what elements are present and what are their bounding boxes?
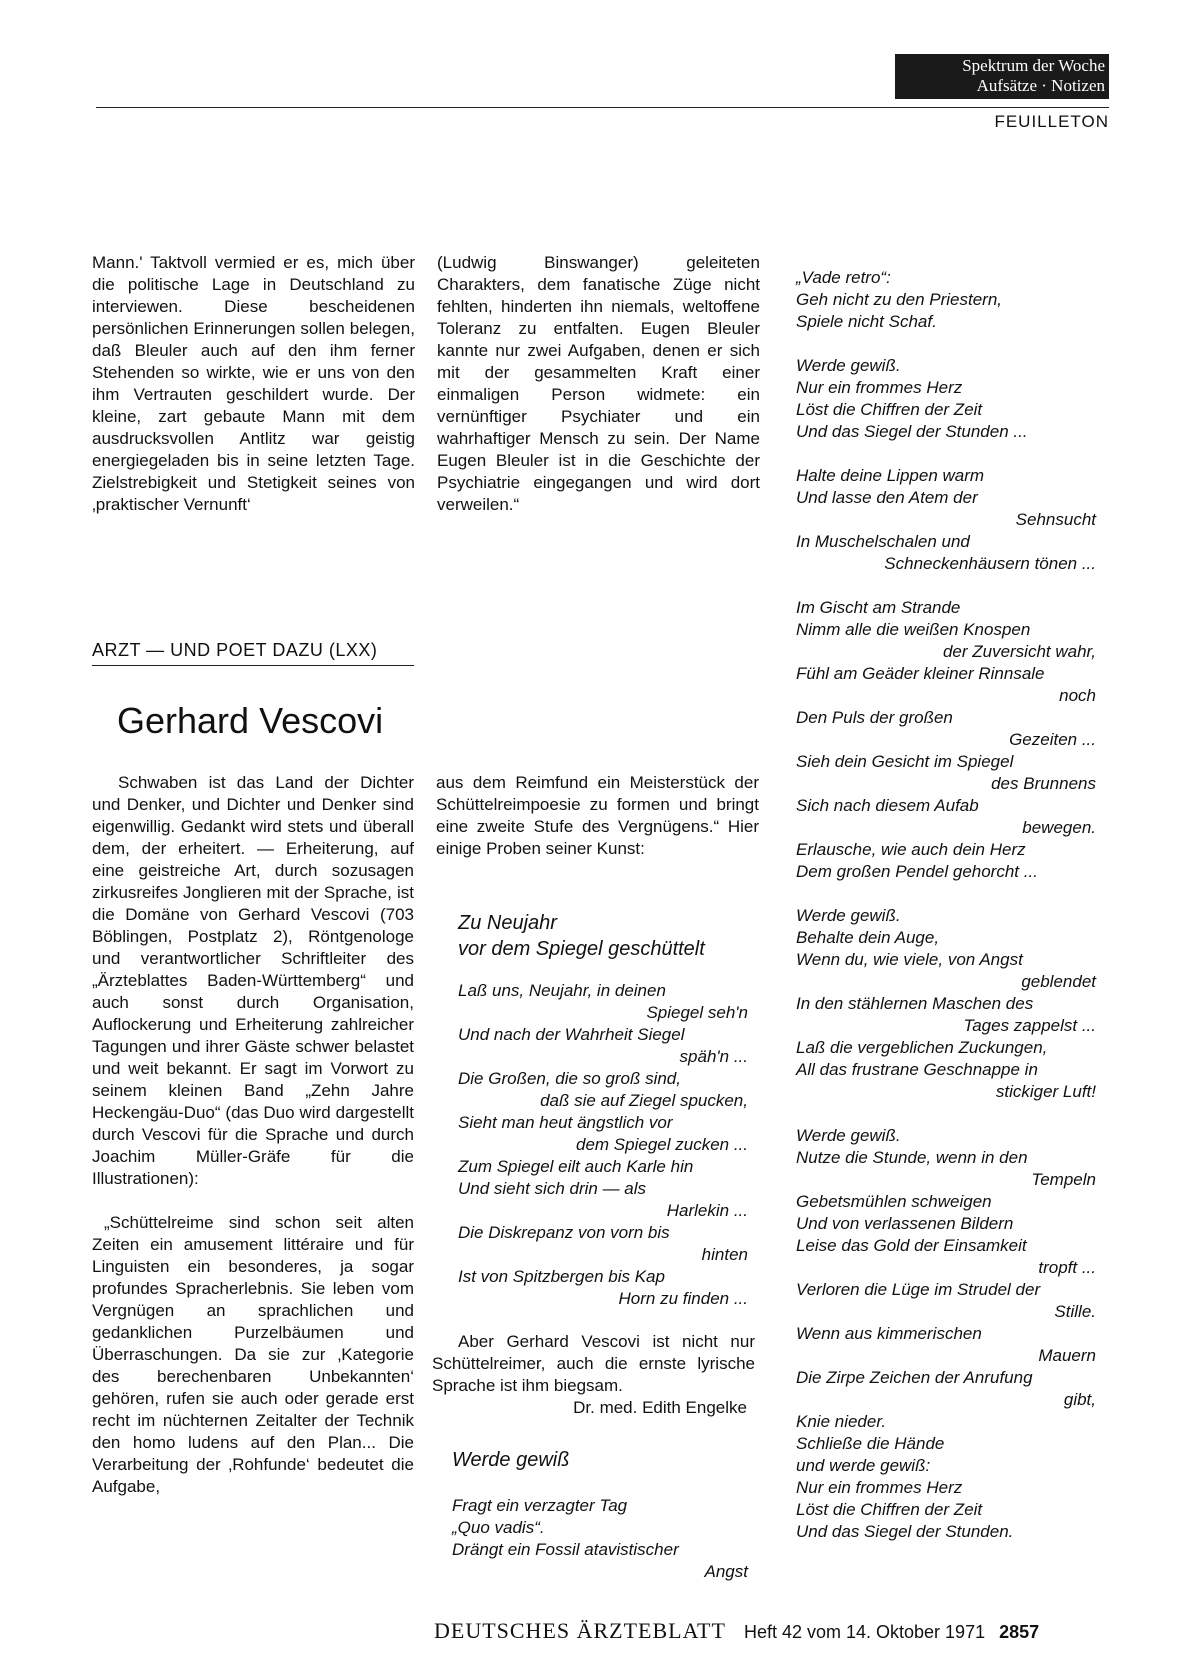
poem-line: und werde gewiß: xyxy=(796,1456,931,1475)
poem-line: Mauern xyxy=(1038,1346,1096,1365)
poem-line: Tempeln xyxy=(1031,1170,1096,1189)
poem-line: Werde gewiß. xyxy=(796,1126,901,1145)
poem-line: gibt, xyxy=(1063,1390,1096,1409)
poem-line: Löst die Chiffren der Zeit xyxy=(796,1500,983,1519)
upper-column-1-text: Mann.' Taktvoll vermied er es, mich über die politische Lage in Deutschland zu interviewen. Diese bescheidenen persönlichen Erinnerungen sollen belegen, daß Bleuler auch auf den ihm ferner Stehenden so wirkte, wie er uns von den ihm Vertrauten geschildert wurde. Der kleine, zart gebaute Mann mit dem ausdrucksvollen Antlitz war geistig energiegeladen bis in seine letzten Tage. Zielstrebigkeit und Stetigkeit seines von ‚praktischer Vernunft‘ xyxy=(92,253,415,514)
upper-column-2-text: (Ludwig Binswanger) geleiteten Charakters, dem fanatische Züge nicht fehlten, hinderten ihn niemals, weltoffene Toleranz zu entfalten. Eugen Bleuler kannte nur zwei Aufgaben, denen er sich mit der gesammelten Kraft einer einmaligen Person widmete: ein vernünftiger Psychiater und ein wahrhaftiger Mensch zu sein. Der Name Eugen Bleuler ist in die Geschichte der Psychiatrie eingegangen und wird dort verweilen.“ xyxy=(437,253,760,514)
poem-line: Nur ein frommes Herz xyxy=(796,1478,963,1497)
poem-line: Schließe die Hände xyxy=(796,1434,945,1453)
poem-line: Die Zirpe Zeichen der Anrufung xyxy=(796,1368,1033,1387)
article-paragraph-4: Aber Gerhard Vescovi ist nicht nur Schüttelreimer, auch die ernste lyrische Sprache ist ihm biegsam. xyxy=(432,1332,755,1395)
poem-line: Und das Siegel der Stunden ... xyxy=(796,422,1028,441)
poem-line: Dem großen Pendel gehorcht ... xyxy=(796,862,1038,881)
poem-line: Schneckenhäusern tönen ... xyxy=(884,554,1096,573)
poem-line: Leise das Gold der Einsamkeit xyxy=(796,1236,1027,1255)
poem-line: Wenn du, wie viele, von Angst xyxy=(796,950,1023,969)
poem-line: Löst die Chiffren der Zeit xyxy=(796,400,983,419)
article-column-2-closing xyxy=(432,1331,755,1419)
poem-line: Die Diskrepanz von vorn bis xyxy=(458,1223,670,1242)
article-column-1 xyxy=(92,772,414,1498)
poem-line: Sehnsucht xyxy=(1015,510,1096,529)
kicker-rule xyxy=(92,665,414,666)
poem-line: Nimm alle die weißen Knospen xyxy=(796,620,1031,639)
poem-line: Angst xyxy=(704,1562,748,1581)
poem-line: Nur ein frommes Herz xyxy=(796,378,963,397)
poem-neujahr xyxy=(458,910,748,1310)
page-number: 2857 xyxy=(999,1622,1040,1642)
poem-line: Und sieht sich drin — als xyxy=(458,1179,647,1198)
poem-line: Laß die vergeblichen Zuckungen, xyxy=(796,1038,1048,1057)
poem-line: Halte deine Lippen warm xyxy=(796,466,985,485)
poem-neujahr-title-2: vor dem Spiegel geschüttelt xyxy=(458,938,705,960)
poem-line: noch xyxy=(1059,686,1096,705)
poem-line: Gebetsmühlen schweigen xyxy=(796,1192,992,1211)
poem-line: Geh nicht zu den Priestern, xyxy=(796,290,1003,309)
poem-line: Nutze die Stunde, wenn in den xyxy=(796,1148,1028,1167)
poem-line: Die Großen, die so groß sind, xyxy=(458,1069,681,1088)
poem-line: Im Gischt am Strande xyxy=(796,598,961,617)
poem-werde-gewiss-title: Werde gewiß xyxy=(452,1449,570,1471)
poem-line: geblendet xyxy=(1021,972,1096,991)
badge-line-1: Spektrum der Woche xyxy=(962,56,1105,75)
poem-line: Sieht man heut ängstlich vor xyxy=(458,1113,673,1132)
poem-line: Sich nach diesem Aufab xyxy=(796,796,979,815)
poem-line: bewegen. xyxy=(1022,818,1096,837)
poem-stanza-6 xyxy=(796,1125,1096,1543)
poem-line: „Vade retro“: xyxy=(796,268,891,287)
poem-line: Und nach der Wahrheit Siegel xyxy=(458,1025,685,1044)
poem-line: Tages zappelst ... xyxy=(963,1016,1096,1035)
badge-line-2: Aufsätze · Notizen xyxy=(976,76,1105,95)
section-badge xyxy=(895,54,1109,99)
poem-stanza-4 xyxy=(796,597,1096,883)
issue-info: Heft 42 vom 14. Oktober 1971 xyxy=(743,1622,986,1642)
poem-stanza-3 xyxy=(796,465,1096,575)
poem-line: Spiegel seh'n xyxy=(646,1003,748,1022)
poem-line: Gezeiten ... xyxy=(1009,730,1096,749)
poem-continuation xyxy=(796,267,1096,1543)
poem-line: Drängt ein Fossil atavistischer xyxy=(452,1540,679,1559)
poem-line: Harlekin ... xyxy=(666,1201,748,1220)
poem-neujahr-title-1: Zu Neujahr xyxy=(458,912,557,934)
upper-column-2 xyxy=(437,252,760,516)
poem-line: Den Puls der großen xyxy=(796,708,953,727)
series-kicker: ARZT — UND POET DAZU (LXX) xyxy=(92,640,378,660)
poem-line: Verloren die Lüge im Strudel der xyxy=(796,1280,1041,1299)
poem-line: In den stählernen Maschen des xyxy=(796,994,1034,1013)
header-rule xyxy=(96,107,1109,108)
poem-line: „Quo vadis“. xyxy=(452,1518,545,1537)
section-label: FEUILLETON xyxy=(994,112,1109,131)
poem-line: Und das Siegel der Stunden. xyxy=(796,1522,1014,1541)
poem-line: hinten xyxy=(701,1245,748,1264)
page-footer xyxy=(434,1618,1039,1644)
poem-line: Und von verlassenen Bildern xyxy=(796,1214,1014,1233)
upper-column-1 xyxy=(92,252,415,516)
article-paragraph-3: aus dem Reimfund ein Meisterstück der Schüttelreimpoesie zu formen und bringt eine zweite Stufe des Vergnügens.“ Hier einige Proben seiner Kunst: xyxy=(436,773,759,858)
poem-line: stickiger Luft! xyxy=(995,1082,1096,1101)
journal-name: DEUTSCHES ÄRZTEBLATT xyxy=(434,1618,726,1643)
poem-line: In Muschelschalen und xyxy=(796,532,970,551)
poem-line: daß sie auf Ziegel spucken, xyxy=(540,1091,748,1110)
poem-line: Stille. xyxy=(1054,1302,1096,1321)
poem-line: Fragt ein verzagter Tag xyxy=(452,1496,628,1515)
poem-line: Behalte dein Auge, xyxy=(796,928,940,947)
poem-line: Sieh dein Gesicht im Spiegel xyxy=(796,752,1014,771)
poem-stanza-2 xyxy=(796,355,1096,443)
poem-line: Werde gewiß. xyxy=(796,906,901,925)
poem-line: Ist von Spitzbergen bis Kap xyxy=(458,1267,665,1286)
poem-line: Zum Spiegel eilt auch Karle hin xyxy=(458,1157,694,1176)
poem-line: Erlausche, wie auch dein Herz xyxy=(796,840,1026,859)
poem-line: All das frustrane Geschnappe in xyxy=(796,1060,1038,1079)
poem-line: Fühl am Geäder kleiner Rinnsale xyxy=(796,664,1045,683)
poem-line: der Zuversicht wahr, xyxy=(942,642,1096,661)
poem-werde-gewiss xyxy=(452,1447,748,1583)
poem-line: des Brunnens xyxy=(991,774,1096,793)
poem-stanza-1 xyxy=(796,267,1096,333)
poem-line: Wenn aus kimmerischen xyxy=(796,1324,982,1343)
poem-line: dem Spiegel zucken ... xyxy=(576,1135,748,1154)
poem-line: späh'n ... xyxy=(679,1047,748,1066)
poem-line: Spiele nicht Schaf. xyxy=(796,312,937,331)
poem-line: Laß uns, Neujahr, in deinen xyxy=(458,981,666,1000)
poem-line: Horn zu finden ... xyxy=(618,1289,748,1308)
article-paragraph-1: Schwaben ist das Land der Dichter und Denker, und Dichter und Denker sind eigenwillig. Gedankt wird stets und überall dem, der erheitert. — Erheiterung, auf eine geistreiche Art, durch sozusagen zirkusreifes Jonglieren mit der Sprache, ist die Domäne von Gerhard Vescovi (703 Böblingen, Postplatz 2), Röntgenologe und verantwortlicher Schriftleiter des „Ärzteblattes Baden-Württemberg“ und auch sonst durch Organisation, Auflockerung und Erheiterung zahlreicher Tagungen und ihrer Gäste schwer belastet und weit bekannt. Er sagt im Vorwort zu seinem kleinen Band „Zehn Jahre Heckengäu-Duo“ (das Duo wird dargestellt durch Vescovi für die Sprache und durch Joachim Müller-Gräfe für die Illustrationen): xyxy=(92,773,414,1188)
poem-line: Knie nieder. xyxy=(796,1412,887,1431)
article-title: Gerhard Vescovi xyxy=(117,700,384,741)
author-signature: Dr. med. Edith Engelke xyxy=(573,1398,747,1417)
article-column-2 xyxy=(436,772,759,860)
poem-line: tropft ... xyxy=(1038,1258,1096,1277)
article-paragraph-2: „Schüttelreime sind schon seit alten Zeiten ein amusement littéraire und für Linguisten ein besonderes, ja sogar profundes Spracherlebnis. Sie leben vom Vergnügen an sprachlichen und gedanklichen Purzelbäumen und Überraschungen. Da sie zur ‚Kategorie des berechenbaren Unbekannten‘ gehören, rufen sie auch oder gerade erst recht im nüchternen Zeitalter der Technik den homo ludens auf den Plan... Die Verarbeitung der ‚Rohfunde‘ bedeutet die Aufgabe, xyxy=(92,1213,414,1496)
poem-line: Werde gewiß. xyxy=(796,356,901,375)
poem-line: Und lasse den Atem der xyxy=(796,488,978,507)
poem-stanza-5 xyxy=(796,905,1096,1103)
